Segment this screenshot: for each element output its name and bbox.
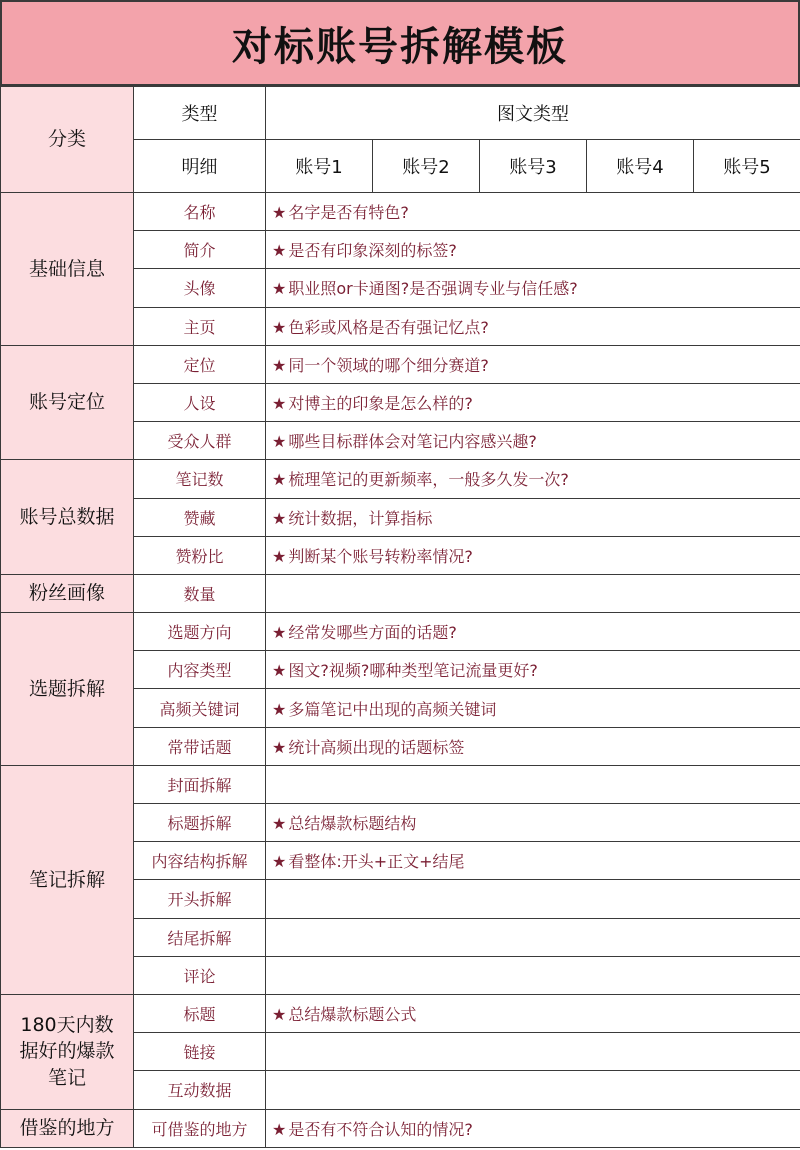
category-cell: 粉丝画像 <box>1 574 134 612</box>
note-text: 看整体:开头+正文+结尾 <box>288 852 465 872</box>
item-cell: 定位 <box>134 345 266 383</box>
note-text: 是否有不符合认知的情况? <box>288 1119 473 1139</box>
note-text: 色彩或风格是否有强记忆点? <box>288 317 489 337</box>
category-cell: 账号定位 <box>1 345 134 460</box>
star-icon: ★ <box>272 546 287 566</box>
star-icon: ★ <box>272 432 287 452</box>
header-type-label: 类型 <box>134 87 266 140</box>
header-type-value: 图文类型 <box>266 87 800 140</box>
item-cell: 互动数据 <box>134 1071 266 1109</box>
star-icon: ★ <box>272 737 287 757</box>
account-column-3: 账号3 <box>480 140 587 193</box>
note-cell <box>266 1033 800 1071</box>
item-cell: 结尾拆解 <box>134 918 266 956</box>
table-row <box>1 193 800 231</box>
category-cell: 账号总数据 <box>1 460 134 575</box>
note-cell <box>266 383 800 421</box>
note-cell <box>266 956 800 994</box>
note-cell <box>266 727 800 765</box>
star-icon: ★ <box>272 699 287 719</box>
header-row-type <box>1 87 800 140</box>
star-icon: ★ <box>272 623 287 643</box>
star-icon: ★ <box>272 814 287 834</box>
item-cell: 名称 <box>134 193 266 231</box>
star-icon: ★ <box>272 470 287 490</box>
header-category: 分类 <box>1 87 134 193</box>
note-cell <box>266 269 800 307</box>
item-cell: 数量 <box>134 574 266 612</box>
table-row <box>1 994 800 1032</box>
note-text: 判断某个账号转粉率情况? <box>288 546 473 566</box>
item-cell: 内容结构拆解 <box>134 842 266 880</box>
note-text: 同一个领域的哪个细分赛道? <box>288 355 489 375</box>
note-cell <box>266 1109 800 1147</box>
account-column-5: 账号5 <box>694 140 800 193</box>
category-cell: 基础信息 <box>1 193 134 346</box>
star-icon: ★ <box>272 317 287 337</box>
item-cell: 可借鉴的地方 <box>134 1109 266 1147</box>
item-cell: 链接 <box>134 1033 266 1071</box>
table-row <box>1 345 800 383</box>
item-cell: 标题 <box>134 994 266 1032</box>
note-cell <box>266 1071 800 1109</box>
note-text: 总结爆款标题公式 <box>288 1005 417 1025</box>
note-cell <box>266 880 800 918</box>
teardown-table <box>0 86 800 1148</box>
table-row <box>1 765 800 803</box>
note-cell <box>266 498 800 536</box>
item-cell: 头像 <box>134 269 266 307</box>
item-cell: 开头拆解 <box>134 880 266 918</box>
category-cell: 借鉴的地方 <box>1 1109 134 1147</box>
item-cell: 笔记数 <box>134 460 266 498</box>
note-cell <box>266 574 800 612</box>
category-line: 据好的爆款 <box>19 1040 115 1063</box>
star-icon: ★ <box>272 852 287 872</box>
note-cell <box>266 422 800 460</box>
item-cell: 人设 <box>134 383 266 421</box>
note-cell <box>266 613 800 651</box>
note-text: 多篇笔记中出现的高频关键词 <box>288 699 497 719</box>
note-cell <box>266 651 800 689</box>
note-text: 总结爆款标题结构 <box>288 814 417 834</box>
note-text: 对博主的印象是怎么样的? <box>288 394 473 414</box>
item-cell: 内容类型 <box>134 651 266 689</box>
note-cell <box>266 231 800 269</box>
category-line: 180天内数 <box>20 1013 114 1036</box>
table-row <box>1 613 800 651</box>
table-row <box>1 460 800 498</box>
item-cell: 赞粉比 <box>134 536 266 574</box>
header-detail-label: 明细 <box>134 140 266 193</box>
item-cell: 标题拆解 <box>134 804 266 842</box>
item-cell: 简介 <box>134 231 266 269</box>
note-cell <box>266 765 800 803</box>
item-cell: 选题方向 <box>134 613 266 651</box>
item-cell: 主页 <box>134 307 266 345</box>
note-cell <box>266 536 800 574</box>
note-text: 统计高频出现的话题标签 <box>288 737 465 757</box>
star-icon: ★ <box>272 241 287 261</box>
note-text: 经常发哪些方面的话题? <box>288 623 457 643</box>
note-text: 哪些目标群体会对笔记内容感兴趣? <box>288 432 537 452</box>
star-icon: ★ <box>272 279 287 299</box>
note-cell <box>266 193 800 231</box>
category-cell <box>1 994 134 1109</box>
star-icon: ★ <box>272 661 287 681</box>
page-title: 对标账号拆解模板 <box>0 0 800 86</box>
item-cell: 评论 <box>134 956 266 994</box>
note-cell <box>266 994 800 1032</box>
note-cell <box>266 345 800 383</box>
item-cell: 封面拆解 <box>134 765 266 803</box>
note-text: 梳理笔记的更新频率，一般多久发一次? <box>288 470 569 490</box>
note-text: 图文?视频?哪种类型笔记流量更好? <box>288 661 538 681</box>
note-cell <box>266 842 800 880</box>
item-cell: 常带话题 <box>134 727 266 765</box>
note-cell <box>266 918 800 956</box>
star-icon: ★ <box>272 508 287 528</box>
item-cell: 受众人群 <box>134 422 266 460</box>
note-text: 是否有印象深刻的标签? <box>288 241 457 261</box>
note-text: 统计数据，计算指标 <box>288 508 433 528</box>
item-cell: 赞藏 <box>134 498 266 536</box>
table-row <box>1 1109 800 1147</box>
star-icon: ★ <box>272 394 287 414</box>
note-text: 职业照or卡通图?是否强调专业与信任感? <box>288 279 578 299</box>
note-cell <box>266 460 800 498</box>
note-cell <box>266 307 800 345</box>
note-text: 名字是否有特色? <box>288 203 409 223</box>
category-cell: 笔记拆解 <box>1 765 134 994</box>
star-icon: ★ <box>272 203 287 223</box>
star-icon: ★ <box>272 1119 287 1139</box>
note-cell <box>266 689 800 727</box>
item-cell: 高频关键词 <box>134 689 266 727</box>
table-row <box>1 574 800 612</box>
star-icon: ★ <box>272 355 287 375</box>
account-column-1: 账号1 <box>266 140 373 193</box>
category-cell: 选题拆解 <box>1 613 134 766</box>
account-column-4: 账号4 <box>587 140 694 193</box>
category-line: 笔记 <box>47 1067 86 1090</box>
star-icon: ★ <box>272 1005 287 1025</box>
note-cell <box>266 804 800 842</box>
account-column-2: 账号2 <box>373 140 480 193</box>
